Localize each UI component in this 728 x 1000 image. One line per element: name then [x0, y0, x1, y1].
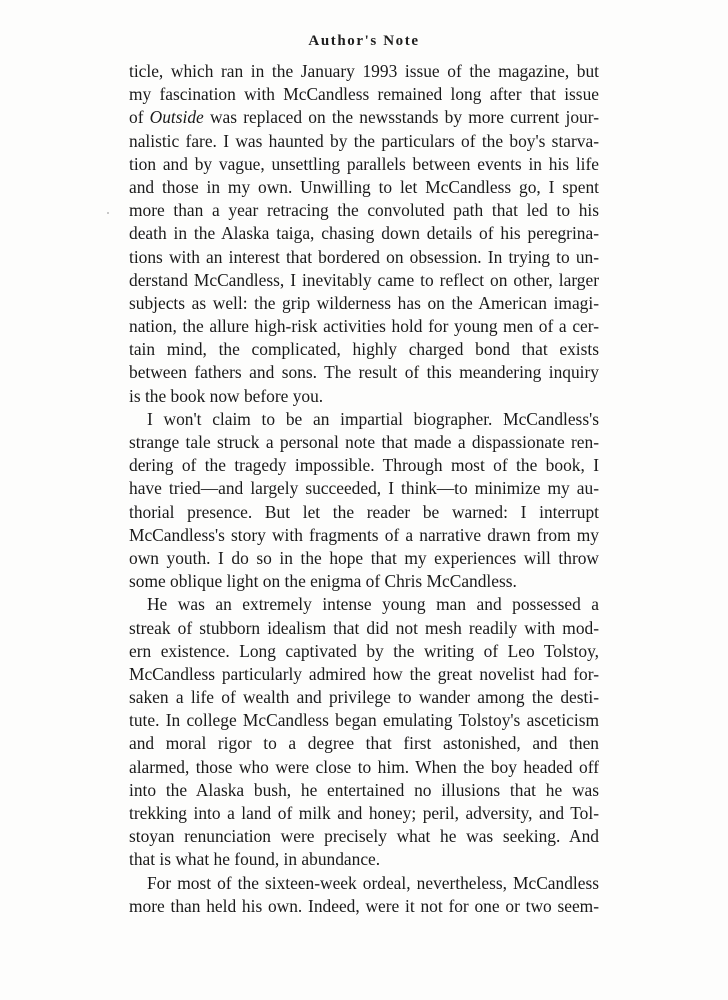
text-line: have tried—and largely succeeded, I think—to minimize my au-	[129, 478, 599, 499]
text-line: McCandless's story with fragments of a narrative drawn from my	[129, 524, 599, 545]
text-line: streak of stubborn idealism that did not mesh readily with mod-	[129, 617, 599, 638]
text-line: and moral rigor to a degree that first astonished, and then	[129, 733, 599, 754]
text-line: ern existence. Long captivated by the writing of Leo Tolstoy,	[129, 640, 599, 661]
text-line: own youth. I do so in the hope that my experiences will throw	[129, 547, 599, 568]
text-line: stoyan renunciation were precisely what he was seeking. And	[129, 826, 599, 847]
running-head: Author's Note	[308, 33, 420, 49]
text-line: tion and by vague, unsettling parallels between events in his life	[129, 153, 599, 174]
paragraph-last-line: is the book now before you.	[129, 385, 324, 406]
text-line: alarmed, those who were close to him. When the boy headed off	[129, 756, 599, 777]
text-line: more than a year retracing the convoluted path that led to his	[129, 200, 599, 221]
text-line: saken a life of wealth and privilege to wander among the desti-	[129, 687, 599, 708]
paragraph-first-line: For most of the sixteen-week ordeal, nevertheless, McCandless	[147, 872, 599, 893]
text-line: McCandless particularly admired how the great novelist had for-	[129, 663, 599, 684]
text-line: more than held his own. Indeed, were it not for one or two seem-	[129, 895, 599, 916]
magazine-title: Outside	[149, 107, 204, 128]
text-line: derstand McCandless, I inevitably came to reflect on other, larger	[129, 269, 599, 290]
paragraph-last-line: some oblique light on the enigma of Chris McCandless.	[129, 571, 517, 592]
text-line: nalistic fare. I was haunted by the particulars of the boy's starva-	[129, 130, 599, 151]
paragraph-first-line: He was an extremely intense young man and possessed a	[147, 594, 599, 615]
text-line: ticle, which ran in the January 1993 issue of the magazine, but	[129, 61, 599, 81]
text-line: tain mind, the complicated, highly charged bond that exists	[129, 339, 599, 360]
line-remainder: was replaced on the newsstands by more current jour-	[209, 107, 599, 128]
text-line: and those in my own. Unwilling to let McCandless go, I spent	[129, 176, 599, 197]
text-line: death in the Alaska taiga, chasing down details of his peregrina-	[129, 223, 599, 244]
text-line: tute. In college McCandless began emulating Tolstoy's asceticism	[129, 710, 599, 731]
text-line: subjects as well: the grip wilderness has on the American imagi-	[129, 292, 599, 313]
text-line: tions with an interest that bordered on obsession. In trying to un-	[129, 246, 599, 267]
text-line: thorial presence. But let the reader be warned: I interrupt	[129, 501, 599, 522]
scan-speck	[107, 212, 109, 214]
paragraph-first-line: I won't claim to be an impartial biographer. McCandless's	[147, 408, 599, 429]
line-prefix: of	[129, 107, 150, 128]
body-text	[129, 60, 599, 918]
text-line: into the Alaska bush, he entertained no illusions that he was	[129, 779, 599, 800]
text-line: between fathers and sons. The result of this meandering inquiry	[129, 362, 599, 383]
text-line: my fascination with McCandless remained long after that issue	[129, 84, 599, 105]
text-line: dering of the tragedy impossible. Through most of the book, I	[129, 455, 599, 476]
text-line: nation, the allure high-risk activities hold for young men of a cer-	[129, 316, 599, 337]
text-line: strange tale struck a personal note that made a dispassionate ren-	[129, 432, 599, 452]
text-line: trekking into a land of milk and honey; peril, adversity, and Tol-	[129, 803, 599, 823]
paragraph-last-line: that is what he found, in abundance.	[129, 849, 381, 870]
text-line	[129, 106, 599, 129]
